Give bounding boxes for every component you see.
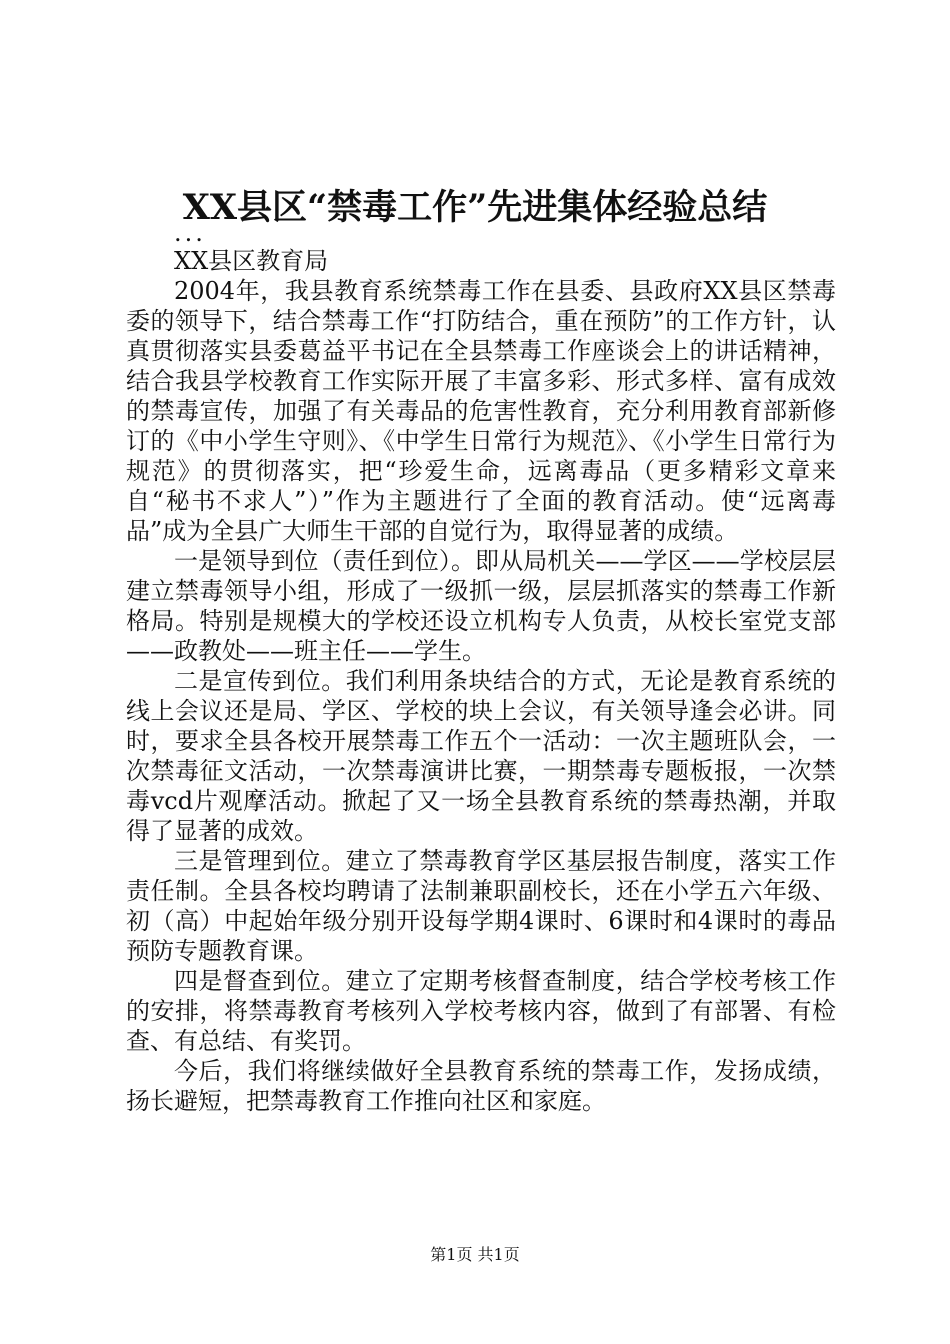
document-title: XX县区“禁毒工作”先进集体经验总结 — [182, 187, 768, 228]
page-footer: 第1页 共1页 — [430, 1245, 520, 1264]
ellipsis-line: ... — [174, 219, 206, 247]
paragraph-outlook: 今后，我们将继续做好全县教育系统的禁毒工作，发扬成绩，扬长避短，把禁毒教育工作推向社区和家庭。 — [126, 1057, 836, 1115]
organization-name: XX县区教育局 — [174, 247, 329, 275]
paragraph-leadership: 一是领导到位（责任到位）。即从局机关——学区——学校层层建立禁毒领导小组，形成了一级抓一级，层层抓落实的禁毒工作新格局。特别是规模大的学校还设立机构专人负责，从校长室党支部——政教处——班主任——学生。 — [126, 547, 836, 665]
paragraph-publicity: 二是宣传到位。我们利用条块结合的方式，无论是教育系统的线上会议还是局、学区、学校的块上会议，有关领导逢会必讲。同时，要求全县各校开展禁毒工作五个一活动：一次主题班队会，一次禁毒征文活动，一次禁毒演讲比赛，一期禁毒专题板报，一次禁毒vcd片观摩活动。掀起了又一场全县教育系统的禁毒热潮，并取得了显著的成效。 — [126, 667, 836, 845]
document-body — [126, 219, 836, 1116]
paragraph-supervision: 四是督查到位。建立了定期考核督查制度，结合学校考核工作的安排，将禁毒教育考核列入学校考核内容，做到了有部署、有检查、有总结、有奖罚。 — [126, 967, 836, 1055]
paragraph-management: 三是管理到位。建立了禁毒教育学区基层报告制度，落实工作责任制。全县各校均聘请了法制兼职副校长，还在小学五六年级、初（高）中起始年级分别开设每学期4课时、6课时和4课时的毒品预防专题教育课。 — [126, 847, 836, 965]
paragraph-intro: 2004年，我县教育系统禁毒工作在县委、县政府XX县区禁毒委的领导下，结合禁毒工作“打防结合，重在预防”的工作方针，认真贯彻落实县委葛益平书记在全县禁毒工作座谈会上的讲话精神，结合我县学校教育工作实际开展了丰富多彩、形式多样、富有成效的禁毒宣传，加强了有关毒品的危害性教育，充分利用教育部新修订的《中小学生守则》、《中学生日常行为规范》、《小学生日常行为规范》的贯彻落实，把“珍爱生命，远离毒品（更多精彩文章来自“秘书不求人”）”作为主题进行了全面的教育活动。使“远离毒品”成为全县广大师生干部的自觉行为，取得显著的成绩。 — [126, 277, 836, 545]
